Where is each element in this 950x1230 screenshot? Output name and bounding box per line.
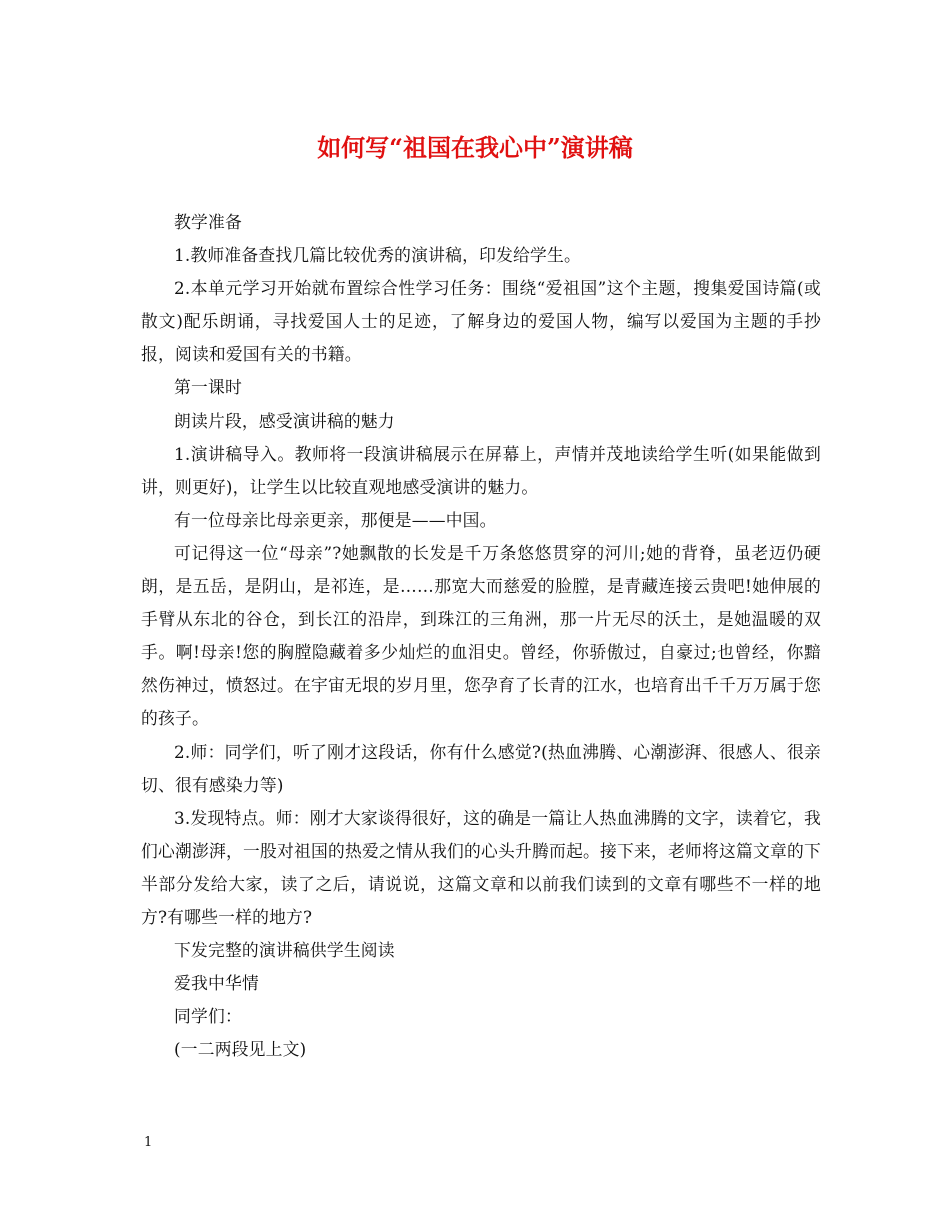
paragraph-step-1: 1.演讲稿导入。教师将一段演讲稿展示在屏幕上，声情并茂地读给学生听(如果能做到讲，则更好)，让学生以比较直观地感受演讲的魅力。 xyxy=(141,443,821,497)
paragraph-prep-2: 2.本单元学习开始就布置综合性学习任务：围绕“爱祖国”这个主题，搜集爱国诗篇(或散文)配乐朗诵，寻找爱国人士的足迹，了解身边的爱国人物，编写以爱国为主题的手抄报，阅读和爱国有关的书籍。 xyxy=(141,278,821,365)
paragraph-prep-1: 1.教师准备查找几篇比较优秀的演讲稿，印发给学生。 xyxy=(174,245,581,266)
paragraph-note: (一二两段见上文) xyxy=(174,1039,307,1060)
paragraph-step-2: 2.师：同学们，听了刚才这段话，你有什么感觉?(热血沸腾、心潮澎湃、很感人、很亲切、很有感染力等) xyxy=(141,741,821,795)
paragraph-quote-intro: 有一位母亲比母亲更亲，那便是——中国。 xyxy=(174,509,497,530)
paragraph-speech-title: 爱我中华情 xyxy=(174,973,259,994)
document-title: 如何写“祖国在我心中”演讲稿 xyxy=(317,133,633,162)
paragraph-lesson-heading: 第一课时 xyxy=(174,377,242,398)
paragraph-section-heading: 朗读片段，感受演讲稿的魅力 xyxy=(174,410,395,431)
paragraph-handout: 下发完整的演讲稿供学生阅读 xyxy=(174,940,395,961)
paragraph-salutation: 同学们： xyxy=(174,1006,242,1027)
paragraph-step-3: 3.发现特点。师：刚才大家谈得很好，这的确是一篇让人热血沸腾的文字，读着它，我们心潮澎湃，一股对祖国的热爱之情从我们的心头升腾而起。接下来，老师将这篇文章的下半部分发给大家，读了之后，请说说，这篇文章和以前我们读到的文章有哪些不一样的地方?有哪些一样的地方? xyxy=(141,807,821,927)
document-body xyxy=(141,206,821,1066)
page-number: 1 xyxy=(144,1135,153,1150)
paragraph-quote-body: 可记得这一位“母亲”?她飘散的长发是千万条悠悠贯穿的河川;她的背脊，虽老迈仍硬朗，是五岳，是阴山，是祁连，是……那宽大而慈爱的脸膛，是青藏连接云贵吧!她伸展的手臂从东北的谷仓，到长江的沿岸，到珠江的三角洲，那一片无尽的沃土，是她温暖的双手。啊!母亲!您的胸膛隐藏着多少灿烂的血泪史。曾经，你骄傲过，自豪过;也曾经，你黯然伤神过，愤怒过。在宇宙无垠的岁月里，您孕育了长青的江水，也培育出千千万万属于您的孩子。 xyxy=(141,542,821,729)
paragraph-prep-heading: 教学准备 xyxy=(174,212,242,232)
